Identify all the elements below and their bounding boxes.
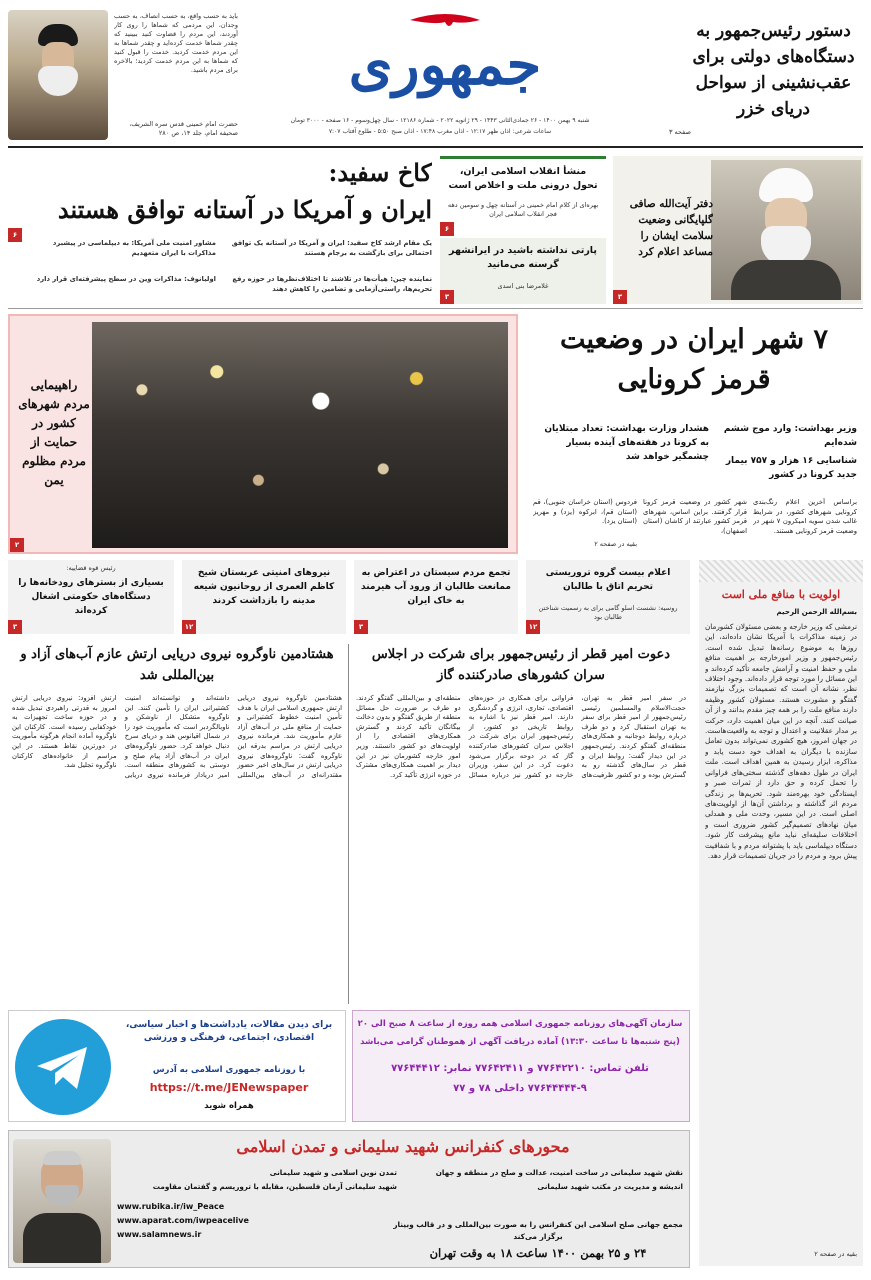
conference-link-2[interactable]: www.aparat.com/iwpeacelive: [117, 1216, 249, 1225]
editorial-intro: بسم‌الله الرحمن الرحیم: [776, 608, 857, 616]
strip-item-4-title: بسیاری از بسترهای رودخانه‌ها را دستگاه‌های حکومتی اشغال کرده‌اند: [18, 578, 164, 616]
lead-bullet-1: یک مقام ارشد کاخ سفید: ایران و آمریکا در آستانه یک توافق احتمالی برای بازگشت به برجام هستند: [231, 239, 432, 257]
article-qatar: [352, 640, 690, 1010]
classified-title: سازمان آگهی‌های روزنامه جمهوری اسلامی همه روزه از ساعت ۸ صبح الی ۲۰: [357, 1019, 683, 1029]
lead-bullet-2: مشاور امنیت ملی آمریکا: به دیپلماسی در پیشبرد مذاکرات با ایران متعهدیم: [52, 239, 216, 257]
news-strip: [8, 560, 690, 634]
telegram-link[interactable]: https://t.me/JENewspaper: [149, 1081, 309, 1094]
lead-headline: ایران و آمریکا در آستانه توافق هستند: [57, 195, 432, 224]
photo-caption: راهپیمایی مردم شهرهای کشور در حمایت از مردم مظلوم یمن: [18, 378, 90, 487]
photo-block: [8, 314, 518, 554]
masthead-right-page: صفحه ۳: [668, 128, 691, 136]
editorial-header: [699, 560, 863, 582]
conference-item-2: تمدن نوین اسلامی و شهید سلیمانی: [269, 1168, 397, 1177]
conference-dates: ۲۴ و ۲۵ بهمن ۱۴۰۰ ساعت ۱۸ به وقت تهران: [429, 1246, 647, 1260]
strip-item-2: [354, 560, 518, 634]
telegram-title: برای دیدن مقالات، یادداشت‌ها و اخبار سیاسی، اقتصادی، اجتماعی، فرهنگی و ورزشی: [125, 1020, 333, 1043]
corona-continue: بقیه در صفحه ۲: [594, 540, 637, 548]
photo-page-badge: ۲: [10, 538, 24, 552]
rally-photo: [92, 322, 508, 548]
revolution-headline: منشأ انقلاب اسلامی ایران، تحول درونی ملت و اخلاص است: [448, 166, 598, 191]
party-page-badge: ۳: [440, 290, 454, 304]
conference-note: مجمع جهانی صلح اسلامی این کنفرانس را به صورت بین‌المللی و در قالب وبینار برگزار می‌کند: [393, 1220, 683, 1241]
lead-kicker: کاخ سفید:: [328, 158, 432, 187]
classified-phones-2: ۷۷۶۴۴۴۴۴-۹ داخلی ۷۸ و ۷۷: [453, 1083, 587, 1094]
party-byline: غلامرضا بنی اسدی: [497, 282, 549, 290]
safi-portrait: [711, 160, 861, 300]
telegram-sub: با روزنامه جمهوری اسلامی به آدرس: [152, 1065, 306, 1075]
lead-bullet-4: اولیانوف: مذاکرات وین در سطح پیشرفته‌ای قرار دارد: [36, 275, 216, 283]
lead-page-badge: ۶: [8, 228, 22, 242]
conference-item-1: نقش شهید سلیمانی در ساخت امنیت، عدالت و صلح در منطقه و جهان: [435, 1168, 683, 1177]
telegram-ad: [8, 1010, 346, 1122]
lead-story: [8, 156, 434, 304]
editorial: [699, 560, 863, 1266]
corona-bullet-3: شناسایی ۱۶ هزار و ۷۵۷ بیمار جدید کرونا در کشور: [725, 456, 857, 480]
conference-link-3[interactable]: www.salamnews.ir: [117, 1230, 202, 1239]
logo-text: جمهوری: [348, 32, 542, 98]
conference-title: محورهای کنفرانس شهید سلیمانی و تمدن اسلامی: [236, 1137, 570, 1156]
editorial-title: اولویت با منافع ملی است: [721, 588, 841, 601]
revolution-box: [440, 156, 606, 236]
editorial-continue: بقیه در صفحه ۲: [814, 1250, 857, 1258]
strip-item-4: [8, 560, 174, 634]
classified-ad: [352, 1010, 690, 1122]
article-navy: [8, 640, 346, 1010]
quote-box: [8, 10, 238, 140]
strip-item-3-title: نیروهای امنیتی عربستان شیخ کاظم العمری از روحانیون شیعه مدینه را بازداشت کردند: [193, 568, 335, 606]
article-qatar-body: در سفر امیر قطر به تهران، حجت‌الاسلام والمسلمین رئیسی رئیس‌جمهور از امیر قطر برای سفر به تهران استقبال کرد و دو طرف درباره روابط دوجانبه و همکاری‌های منطقه‌ای گفتگو کردند. رئیس‌جمهور در این دیدار گفت: روابط ایران و قطر در سال‌های گذشته رو به گسترش بوده و دو کشور ظرفیت‌های فراوانی برای همکاری در حوزه‌های اقتصادی، تجاری، انرژی و گردشگری دارند. امیر قطر نیز با اشاره به روابط تاریخی دو کشور، از رئیس‌جمهور ایران برای شرکت در اجلاس سران کشورهای صادرکننده گاز که در دوحه برگزار می‌شود دعوت کرد. در این سفر، وزیران خارجه دو کشور نیز درباره مسائل منطقه‌ای و بین‌المللی گفتگو کردند. دو طرف بر ضرورت حل مسائل منطقه از طریق گفتگو و بدون دخالت بیگانگان تأکید کردند و گسترش همکاری‌های اقتصادی را از اولویت‌های دو کشور دانستند. وزیر امور خارجه کشورمان نیز در این دیدار بر اهمیت همکاری‌های مشترک در حوزه انرژی تأکید کرد.: [356, 694, 686, 779]
logo-area: [270, 8, 620, 116]
masthead: [0, 0, 871, 150]
article-navy-title: هشتادمین ناوگروه نیروی دریایی ارتش عازم آب‌های آزاد و بین‌المللی شد: [20, 647, 334, 683]
soleimani-portrait: [13, 1139, 111, 1263]
masthead-divider: [8, 146, 863, 148]
corona-headline: ۷ شهر ایران در وضعیت قرمز کرونایی: [559, 324, 829, 395]
conference-banner: [8, 1130, 690, 1268]
revolution-sub: بهره‌ای از کلام امام خمینی در آستانه چهل و سومین دهه فجر انقلاب اسلامی ایران: [447, 201, 599, 218]
conference-link-1[interactable]: www.rubika.ir/iw_Peace: [117, 1202, 225, 1211]
party-box: [440, 238, 606, 304]
strip-item-3: [182, 560, 346, 634]
article-separator: [348, 644, 349, 1004]
telegram-icon: [15, 1019, 111, 1115]
strip-item-1: [526, 560, 690, 634]
safi-headline: دفتر آیت‌الله صافی گلپایگانی وضعیت سلامت ایشان را مساعد اعلام کرد: [629, 198, 713, 258]
corona-body-c: فردوس (استان خراسان جنوبی)، قم (استان قم)، ابرکوه (یزد) و مهریز (استان یزد).: [533, 498, 637, 526]
imam-portrait: [8, 10, 108, 140]
article-qatar-title: دعوت امیر قطر از رئیس‌جمهور برای شرکت در اجلاس سران کشورهای صادرکننده گاز: [371, 647, 671, 683]
strip-item-3-page: ۱۲: [182, 620, 196, 634]
safi-box: [613, 156, 863, 304]
corona-bullet-2: هشدار وزارت بهداشت: تعداد مبتلایان به کرونا در هفته‌های آینده بسیار چشمگیر خواهد شد: [544, 424, 709, 462]
strip-item-1-title: اعلام بیست گروه تروریستی تحریم اتاق با طالبان: [545, 568, 671, 592]
article-navy-body: هشتادمین ناوگروه نیروی دریایی ارتش جمهوری اسلامی ایران با هدف تأمین امنیت خطوط کشتیرانی و حمایت از منافع ملی در آب‌های آزاد عازم مأموریت شد. فرمانده نیروی دریایی ارتش در مراسم بدرقه این ناوگروه گفت: ناوگروه‌های نیروی دریایی ارتش در سال‌های اخیر حضور مقتدرانه‌ای در آب‌های بین‌المللی داشته‌اند و توانسته‌اند امنیت کشتیرانی ایران را تأمین کنند. این ناوگروه متشکل از ناوشکن و ناوبالگردبر است که مأموریت خود را در شمال اقیانوس هند و دریای سرخ دنبال خواهد کرد. حضور ناوگروه‌های ایران در آب‌های آزاد پیام صلح و دوستی به کشورهای منطقه است. امیر دریادار فرمانده نیروی دریایی ارتش افزود: نیروی دریایی ارتش امروز به قدرتی راهبردی تبدیل شده و در حوزه ساخت تجهیزات به خودکفایی رسیده است. کارکنان این ناوگروه آماده انجام هرگونه مأموریت در دورترین نقاط هستند. در این مراسم از خانواده‌های کارکنان ناوگروه تجلیل شد.: [12, 694, 342, 779]
masthead-info-line-1: شنبه ۹ بهمن ۱۴۰۰ - ۲۶ جمادی‌الثانی ۱۴۴۳ - ۲۹ ژانویه ۲۰۲۲ - شماره ۱۲۱۸۶ - سال چهل‌وسوم - ۱۶ صفحه - ۳۰۰۰ تومان: [290, 117, 590, 124]
classified-phones-1: تلفن تماس: ۷۷۶۴۲۲۱۰ و ۷۷۶۴۲۴۱۱ نمابر: ۷۷۶۴۴۴۱۲: [391, 1063, 649, 1074]
masthead-right-headline: دستور رئیس‌جمهور به دستگاه‌های دولتی برای عقب‌نشینی از سواحل دریای خزر: [692, 21, 855, 119]
masthead-info-line-2: ساعات شرعی: اذان ظهر ۱۲:۱۷ - اذان مغرب ۱۷:۴۸ - اذان صبح ۵:۵۰ - طلوع آفتاب ۷:۰۷: [328, 128, 552, 135]
corona-body-a: براساس آخرین اعلام رنگ‌بندی کرونایی شهرهای کشور، در شرایط غالب شدن سویه امیکرون ۷ شهر در وضعیت قرمز کرونایی هستند.: [753, 498, 857, 535]
strip-item-2-title: تجمع مردم سیستان در اعتراض به ممانعت طالبان از ورود آب هیرمند به خاک ایران: [361, 568, 511, 606]
classified-sub: (پنج شنبه‌ها تا ساعت ۱۳:۳۰) آماده دریافت آگهی از هموطنان گرامی می‌باشد: [360, 1037, 680, 1047]
corona-story: [527, 314, 863, 554]
strip-item-1-page: ۱۲: [526, 620, 540, 634]
quote-source: حضرت امام خمینی قدس سره الشریف، صحیفه امام، جلد ۱۴، ص ۲۸۰: [129, 120, 238, 137]
corona-bullet-1: وزیر بهداشت: وارد موج ششم شده‌ایم: [723, 424, 857, 448]
telegram-cta: همراه شوید: [204, 1101, 254, 1111]
party-headline: پارتی نداشته باشید در ایرانشهر گرسنه می‌مانید: [449, 245, 597, 270]
conference-item-4: شهید سلیمانی آرمان فلسطین، مقابله با تروریسم و گفتمان مقاومت: [152, 1182, 397, 1191]
strip-item-4-page: ۳: [8, 620, 22, 634]
lead-bullet-3: نماینده چین: هیأت‌ها در تلاشند تا اختلاف‌نظرها در حوزه رفع تحریم‌ها، راستی‌آزمایی و تضامین را کاهش دهند: [232, 275, 432, 293]
strip-item-2-page: ۳: [354, 620, 368, 634]
strip-item-4-sub: رئیس قوه قضاییه:: [66, 564, 116, 572]
editorial-body: نرمشی که وزیر خارجه و بعضی مسئولان کشورمان در زمینه مذاکرات با آمریکا نشان داده‌اند، این روزها به موضوع رسانه‌ها تبدیل شده است. رئیس‌جمهور و وزیر امورخارجه بر اهمیت منافع ملی و حفظ امنیت و آرامش جامعه تأکید کرده‌اند و این مسائل را مورد توجه قرار داده‌اند. وجود اختلاف نظر، نشانه آن است که تصمیمات بزرگ نیازمند گفتگو و مشورت هستند. مسئولان کشور وظیفه دارند منافع ملت را بر همه چیز مقدم بدانند و از آن صیانت کنند. آنچه در این میان اهمیت دارد، حرکت بر مدار عقلانیت و اعتدال و توجه به واقعیت‌هاست. در جهان امروز، هیچ کشوری نمی‌تواند بدون تعامل سازنده با دیگران به اهداف خود دست یابد و مذاکره، ابزار رسیدن به همین اهداف است. ملت ایران در طول دهه‌های گذشته سختی‌های فراوانی را تحمل کرده و حق دارد از ثمرات صبر و ایستادگی خود بهره‌مند شود. تحریم‌ها بر زندگی مردم اثر گذاشته و برداشتن آن‌ها از اولویت‌های اصلی است. در این مسیر، وحدت ملی و همدلی میان نهادهای تصمیم‌گیر کشور ضروری است و اختلافات سلیقه‌ای نباید مانع پیشرفت کار شود. دستگاه دیپلماسی باید با پشتوانه مردم و با شفافیت پیش برود و مردم را در جریان تصمیمات قرار دهد.: [705, 622, 857, 860]
row2-divider: [8, 308, 863, 309]
safi-page-badge: ۳: [613, 290, 627, 304]
revolution-page-badge: ۶: [440, 222, 454, 236]
conference-item-3: اندیشه و مدیریت در مکتب شهید سلیمانی: [537, 1182, 683, 1191]
strip-item-1-sub: روسیه: نشست اسلو گامی برای به رسمیت شناختن طالبان بود: [538, 604, 678, 621]
quote-text: باید به حسب واقع، به حسب انصاف، به حسب وجدان، این مردمی که شماها را روی کار آوردند، این مردم را قضاوت کنید ببینید که چقدر شماها خدمت کرده‌اید و چقدر شماها به این مردم خدمت کردید. خدمت را قبول کنید که شماها به این مردم خدمت کردید؛ بالاخره برای مردم باشید.: [114, 12, 238, 74]
corona-body-b: شهر کشور در وضعیت قرمز کرونا قرار گرفتند. براین اساس، شهرهای قرمز کشور عبارتند از کاشان (استان اصفهان)،: [643, 498, 747, 535]
